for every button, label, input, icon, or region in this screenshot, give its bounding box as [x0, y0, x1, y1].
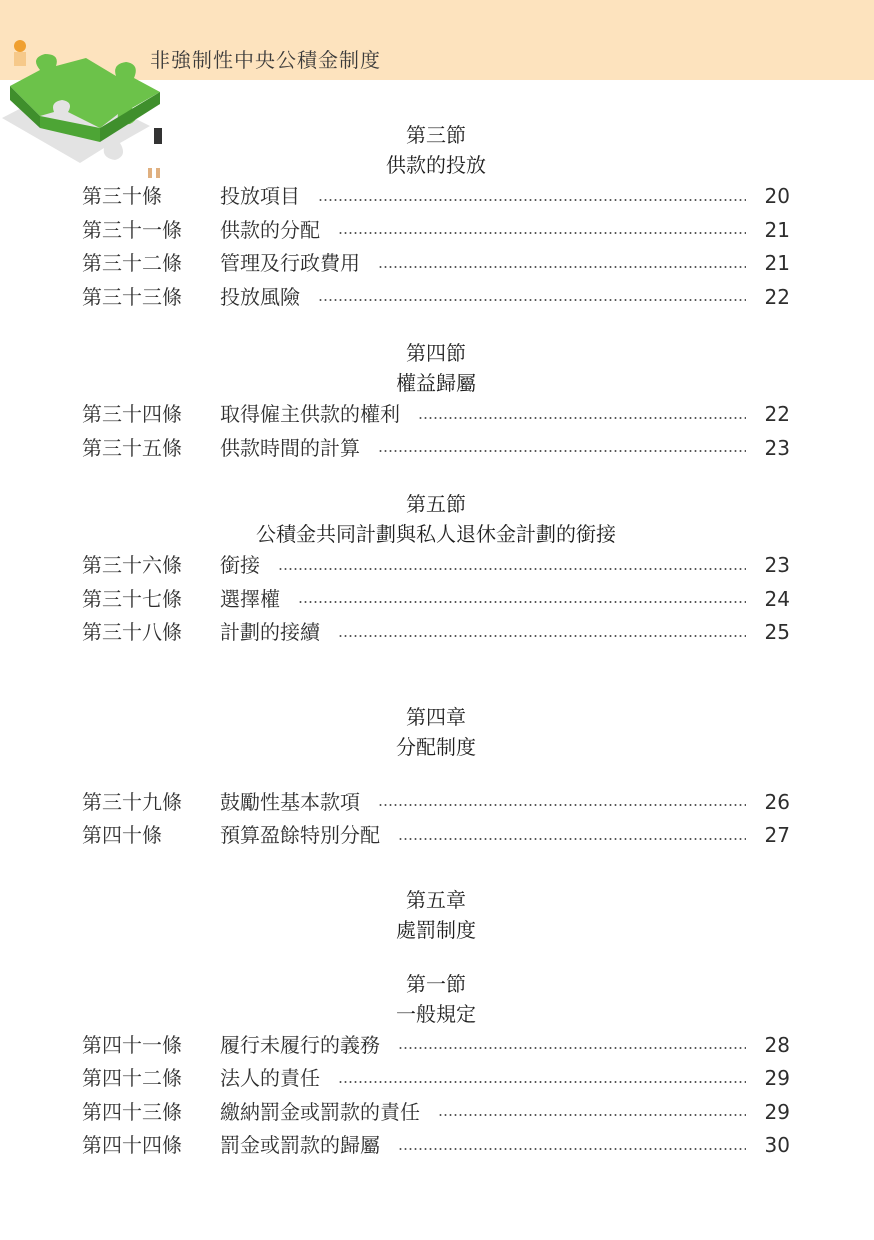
toc-row[interactable] — [82, 819, 790, 853]
toc-group-s3 — [82, 180, 790, 314]
article-title: 繳納罰金或罰款的責任 — [220, 1099, 420, 1124]
article-number: 第三十三條 — [82, 284, 182, 309]
section-number: 第五節 — [406, 492, 466, 516]
toc-row[interactable] — [82, 247, 790, 281]
page-number: 29 — [764, 1066, 790, 1090]
toc-group-s5 — [82, 549, 790, 650]
page-number: 30 — [764, 1133, 790, 1157]
dot-leader — [318, 299, 746, 301]
article-number: 第四十四條 — [82, 1133, 182, 1157]
article-title: 選擇權 — [220, 586, 280, 611]
toc-row[interactable] — [82, 1029, 790, 1063]
toc-group-ch4 — [82, 786, 790, 853]
article-number: 第三十七條 — [82, 586, 182, 611]
toc-group-ch5 — [82, 1029, 790, 1163]
article-number: 第三十一條 — [82, 217, 182, 242]
article-number: 第四十三條 — [82, 1099, 182, 1124]
toc-row[interactable] — [82, 398, 790, 432]
toc-row[interactable] — [82, 1062, 790, 1096]
article-number: 第三十條 — [82, 184, 162, 208]
toc-row[interactable] — [82, 616, 790, 650]
article-title: 鼓勵性基本款項 — [220, 789, 360, 814]
dot-leader — [298, 601, 746, 603]
page-number: 20 — [764, 184, 790, 208]
table-of-contents — [82, 120, 790, 1163]
article-number: 第四十二條 — [82, 1066, 182, 1090]
dot-leader — [378, 450, 746, 452]
toc-row[interactable] — [82, 1096, 790, 1130]
article-title: 罰金或罰款的歸屬 — [220, 1133, 380, 1157]
article-title: 投放項目 — [220, 184, 300, 208]
dot-leader — [338, 635, 746, 637]
dot-leader — [438, 1114, 746, 1116]
article-number: 第三十五條 — [82, 435, 182, 460]
chapter-title: 分配制度 — [396, 734, 476, 759]
toc-row[interactable] — [82, 180, 790, 214]
section-number: 第一節 — [406, 971, 466, 996]
article-title: 法人的責任 — [220, 1066, 320, 1090]
article-title: 預算盈餘特別分配 — [220, 823, 380, 847]
dot-leader — [418, 417, 746, 419]
section-title: 權益歸屬 — [396, 371, 476, 395]
toc-row[interactable] — [82, 281, 790, 315]
page-number: 29 — [764, 1099, 790, 1124]
article-title: 投放風險 — [220, 284, 300, 309]
dot-leader — [318, 199, 746, 201]
page-number: 23 — [764, 435, 790, 460]
dot-leader — [378, 804, 746, 806]
section-title: 供款的投放 — [386, 153, 486, 177]
dot-leader — [398, 1047, 746, 1049]
page-number: 22 — [764, 284, 790, 309]
document-title: 非強制性中央公積金制度 — [150, 48, 381, 72]
page-number: 21 — [764, 217, 790, 242]
chapter-title: 處罰制度 — [396, 917, 476, 942]
toc-row[interactable] — [82, 549, 790, 583]
toc-row[interactable] — [82, 1129, 790, 1163]
page-number: 22 — [764, 402, 790, 426]
article-title: 管理及行政費用 — [220, 251, 360, 275]
article-title: 供款的分配 — [220, 217, 320, 242]
page-number: 24 — [764, 586, 790, 611]
dot-leader — [398, 1148, 746, 1150]
article-number: 第三十四條 — [82, 402, 182, 426]
dot-leader — [398, 838, 746, 840]
article-number: 第四十一條 — [82, 1032, 182, 1057]
article-number: 第三十八條 — [82, 620, 182, 644]
page-number: 23 — [764, 553, 790, 577]
article-title: 供款時間的計算 — [220, 435, 360, 460]
article-number: 第三十二條 — [82, 251, 182, 275]
page-number: 28 — [764, 1032, 790, 1057]
dot-leader — [338, 1081, 746, 1083]
page-number: 21 — [764, 251, 790, 275]
dot-leader — [378, 266, 746, 268]
article-number: 第三十六條 — [82, 553, 182, 577]
article-title: 取得僱主供款的權利 — [220, 402, 400, 426]
toc-row[interactable] — [82, 214, 790, 248]
section-number: 第三節 — [406, 123, 466, 147]
section-title: 公積金共同計劃與私人退休金計劃的銜接 — [256, 522, 616, 546]
page-number: 25 — [764, 620, 790, 644]
section-title: 一般規定 — [396, 1001, 476, 1026]
page-number: 27 — [764, 823, 790, 847]
chapter-number: 第五章 — [406, 887, 466, 912]
article-title: 履行未履行的義務 — [220, 1032, 380, 1057]
toc-group-s4 — [82, 398, 790, 465]
section-number: 第四節 — [406, 341, 466, 365]
article-number: 第四十條 — [82, 823, 162, 847]
toc-row[interactable] — [82, 432, 790, 466]
page-number: 26 — [764, 789, 790, 814]
article-title: 銜接 — [220, 553, 260, 577]
toc-row[interactable] — [82, 786, 790, 820]
dot-leader — [278, 568, 746, 570]
dot-leader — [338, 232, 746, 234]
chapter-number: 第四章 — [406, 704, 466, 729]
toc-row[interactable] — [82, 583, 790, 617]
article-number: 第三十九條 — [82, 789, 182, 814]
article-title: 計劃的接續 — [220, 620, 320, 644]
